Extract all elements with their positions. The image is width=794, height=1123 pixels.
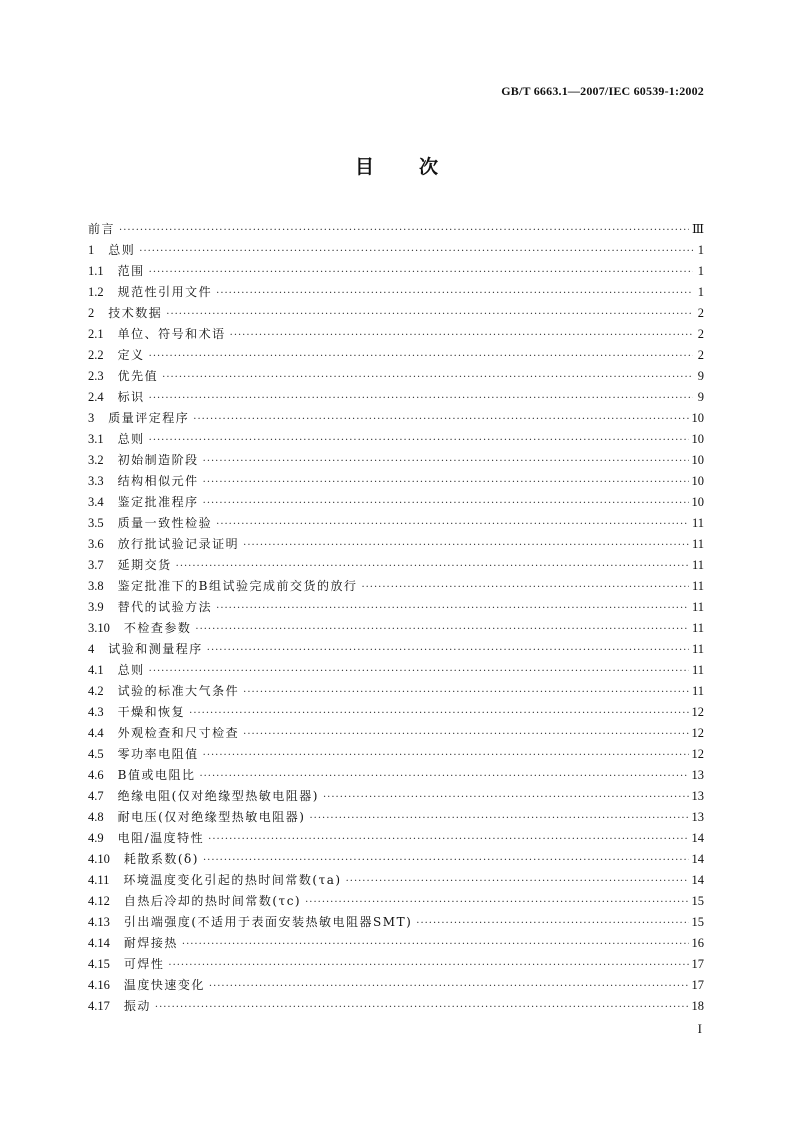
toc-leader-dots xyxy=(216,514,689,535)
toc-leader-dots xyxy=(216,283,693,304)
toc-entry-title: 总则 xyxy=(108,243,136,257)
toc-entry-title: 总则 xyxy=(117,663,145,677)
toc-entry-page: 10 xyxy=(691,474,704,488)
toc-leader-dots xyxy=(168,955,688,976)
toc-leader-dots xyxy=(149,262,693,283)
toc-entry[interactable] xyxy=(88,765,704,786)
toc-entry[interactable] xyxy=(88,639,704,660)
toc-entry-page: 1 xyxy=(697,264,704,278)
toc-leader-dots xyxy=(243,724,688,745)
toc-entry-page: 9 xyxy=(697,390,704,404)
toc-leader-dots xyxy=(323,787,689,808)
toc-entry-title: 标识 xyxy=(117,390,145,404)
toc-heading-right: 次 xyxy=(419,156,440,178)
toc-leader-dots xyxy=(203,493,689,514)
toc-entry-page: 14 xyxy=(691,873,704,887)
standard-code: GB/T 6663.1—2007/IEC 60539-1:2002 xyxy=(501,84,704,98)
toc-entry[interactable] xyxy=(88,345,704,366)
toc-entry-title: 鉴定批准下的B组试验完成前交货的放行 xyxy=(117,579,358,593)
toc-leader-dots xyxy=(166,304,693,325)
toc-leader-dots xyxy=(149,388,693,409)
toc-entry-title: 温度快速变化 xyxy=(123,978,205,992)
toc-entry[interactable] xyxy=(88,723,704,744)
toc-entry-title: 振动 xyxy=(123,999,151,1013)
toc-entry-title: 可焊性 xyxy=(123,957,165,971)
toc-leader-dots xyxy=(162,367,693,388)
toc-entry-title: 环境温度变化引起的热时间常数(τa) xyxy=(123,873,342,887)
toc-entry[interactable] xyxy=(88,828,704,849)
toc-entry-page: 10 xyxy=(691,453,704,467)
toc-entry-title: 质量一致性检验 xyxy=(117,516,213,530)
toc-entry-page: 11 xyxy=(691,621,704,635)
toc-entry-page: 9 xyxy=(697,369,704,383)
toc-entry[interactable] xyxy=(88,933,704,954)
toc-entry-title: 总则 xyxy=(117,432,145,446)
toc-entry-number: 2.1 xyxy=(88,327,104,341)
toc-leader-dots xyxy=(203,472,689,493)
toc-entry-title: 耐焊接热 xyxy=(123,936,178,950)
toc-entry-title: 引出端强度(不适用于表面安装热敏电阻器SMT) xyxy=(123,915,413,929)
toc-entry-number: 3.4 xyxy=(88,495,104,509)
toc-entry-number: 2.4 xyxy=(88,390,104,404)
toc-leader-dots xyxy=(189,703,688,724)
toc-leader-dots xyxy=(361,577,689,598)
toc-entry-number: 4.1 xyxy=(88,663,104,677)
toc-leader-dots xyxy=(209,976,689,997)
toc-entry[interactable] xyxy=(88,849,704,870)
toc-entry[interactable] xyxy=(88,912,704,933)
toc-entry[interactable] xyxy=(88,702,704,723)
toc-entry[interactable] xyxy=(88,366,704,387)
toc-entry-page: 2 xyxy=(697,306,704,320)
toc-entry-number: 4.17 xyxy=(88,999,110,1013)
toc-entry-page: 14 xyxy=(691,831,704,845)
toc-entry-number: 4.8 xyxy=(88,810,104,824)
toc-entry-page: 15 xyxy=(691,894,704,908)
toc-entry-number: 4.2 xyxy=(88,684,104,698)
toc-leader-dots xyxy=(346,871,689,892)
toc-entry-title: 自热后冷却的热时间常数(τc) xyxy=(123,894,302,908)
toc-entry-page: 11 xyxy=(691,663,704,677)
toc-entry-title: 试验的标准大气条件 xyxy=(117,684,240,698)
toc-entry-page: 11 xyxy=(691,558,704,572)
toc-entry-title: 前言 xyxy=(88,222,116,236)
toc-entry-page: 12 xyxy=(691,747,704,761)
toc-entry-number: 4.11 xyxy=(88,873,110,887)
toc-entry[interactable] xyxy=(88,261,704,282)
toc-entry-number: 3.2 xyxy=(88,453,104,467)
toc-leader-dots xyxy=(119,220,689,241)
toc-entry-title: 延期交货 xyxy=(117,558,172,572)
toc-entry[interactable] xyxy=(88,408,704,429)
toc-entry[interactable] xyxy=(88,429,704,450)
toc-entry-number: 4.16 xyxy=(88,978,110,992)
toc-entry-number: 1.2 xyxy=(88,285,104,299)
toc-entry-number: 3.3 xyxy=(88,474,104,488)
toc-entry-page: 10 xyxy=(691,411,704,425)
toc-entry-page: 11 xyxy=(691,642,704,656)
toc-entry-number: 3.5 xyxy=(88,516,104,530)
toc-entry-number: 3.1 xyxy=(88,432,104,446)
toc-entry-page: 11 xyxy=(691,579,704,593)
toc-entry-number: 4.10 xyxy=(88,852,110,866)
toc-leader-dots xyxy=(207,640,689,661)
toc-entry-page: 11 xyxy=(691,516,704,530)
toc-entry-page: 15 xyxy=(691,915,704,929)
toc-entry[interactable] xyxy=(88,618,704,639)
toc-entry-page: 11 xyxy=(691,537,704,551)
toc-entry-title: 质量评定程序 xyxy=(108,411,190,425)
page-number: I xyxy=(697,1021,702,1036)
toc-entry-number: 4.7 xyxy=(88,789,104,803)
toc-entry[interactable] xyxy=(88,387,704,408)
toc-heading xyxy=(0,152,794,179)
toc-leader-dots xyxy=(182,934,689,955)
toc-entry-page: 13 xyxy=(691,810,704,824)
toc-entry-page: 17 xyxy=(691,978,704,992)
toc-entry-title: 耗散系数(δ) xyxy=(123,852,199,866)
toc-entry-title: 试验和测量程序 xyxy=(108,642,203,656)
toc-entry-number: 3.7 xyxy=(88,558,104,572)
toc-entry[interactable] xyxy=(88,996,704,1017)
toc-entry-page: 12 xyxy=(691,726,704,740)
toc-entry-number: 3.10 xyxy=(88,621,110,635)
toc-entry-number: 3.6 xyxy=(88,537,104,551)
toc-leader-dots xyxy=(155,997,689,1018)
toc-entry[interactable] xyxy=(88,807,704,828)
toc-leader-dots xyxy=(416,913,688,934)
toc-entry-title: 单位、符号和术语 xyxy=(117,327,226,341)
toc-entry-number: 4.13 xyxy=(88,915,110,929)
toc-entry-number: 4.14 xyxy=(88,936,110,950)
toc-entry[interactable] xyxy=(88,282,704,303)
toc-entry-title: B值或电阻比 xyxy=(117,768,196,782)
toc-entry[interactable] xyxy=(88,744,704,765)
toc-entry-number: 4 xyxy=(88,642,95,656)
toc-entry[interactable] xyxy=(88,681,704,702)
toc-entry-number: 4.9 xyxy=(88,831,104,845)
toc-heading-left: 目 xyxy=(354,156,375,178)
toc-entry[interactable] xyxy=(88,975,704,996)
toc-entry-page: 1 xyxy=(697,285,704,299)
toc-entry-number: 4.3 xyxy=(88,705,104,719)
toc-leader-dots xyxy=(305,892,688,913)
toc-entry-title: 替代的试验方法 xyxy=(117,600,213,614)
toc-leader-dots xyxy=(149,346,693,367)
toc-entry-number: 2.2 xyxy=(88,348,104,362)
toc-entry-title: 优先值 xyxy=(117,369,159,383)
toc-entry-page: 11 xyxy=(691,600,704,614)
toc-entry[interactable] xyxy=(88,597,704,618)
toc-leader-dots xyxy=(149,661,689,682)
toc-entry-page: Ⅲ xyxy=(691,222,704,236)
toc-entry-number: 4.12 xyxy=(88,894,110,908)
toc-entry-page: 2 xyxy=(697,327,704,341)
toc-entry[interactable] xyxy=(88,555,704,576)
toc-leader-dots xyxy=(230,325,693,346)
toc-entry-number: 3.9 xyxy=(88,600,104,614)
toc-entry-title: 不检查参数 xyxy=(123,621,192,635)
toc-entry-title: 范围 xyxy=(117,264,145,278)
toc-entry[interactable] xyxy=(88,786,704,807)
toc-entry[interactable] xyxy=(88,891,704,912)
toc-entry-number: 3.8 xyxy=(88,579,104,593)
toc-leader-dots xyxy=(195,619,689,640)
toc-leader-dots xyxy=(310,808,689,829)
toc-entry-title: 规范性引用文件 xyxy=(117,285,213,299)
toc-entry-title: 定义 xyxy=(117,348,145,362)
toc-entry-page: 2 xyxy=(697,348,704,362)
toc-entry[interactable] xyxy=(88,324,704,345)
toc-entry-number: 3 xyxy=(88,411,95,425)
toc-entry-title: 耐电压(仅对绝缘型热敏电阻器) xyxy=(117,810,306,824)
toc-entry[interactable] xyxy=(88,534,704,555)
toc-leader-dots xyxy=(208,829,688,850)
toc-entry-number: 1 xyxy=(88,243,95,257)
toc-leader-dots xyxy=(203,745,689,766)
toc-entry-title: 初始制造阶段 xyxy=(117,453,199,467)
toc-entry-title: 零功率电阻值 xyxy=(117,747,199,761)
toc-entry-title: 外观检查和尺寸检查 xyxy=(117,726,240,740)
toc-entry-number: 4.4 xyxy=(88,726,104,740)
toc-leader-dots xyxy=(203,451,689,472)
toc-leader-dots xyxy=(193,409,688,430)
toc-entry-title: 鉴定批准程序 xyxy=(117,495,199,509)
toc-leader-dots xyxy=(139,241,693,262)
toc-entry-page: 12 xyxy=(691,705,704,719)
toc-entry-title: 结构相似元件 xyxy=(117,474,199,488)
toc-entry-page: 10 xyxy=(691,432,704,446)
toc-entry[interactable] xyxy=(88,471,704,492)
toc-entry-page: 11 xyxy=(691,684,704,698)
toc-entry-title: 干燥和恢复 xyxy=(117,705,186,719)
toc-entry-number: 1.1 xyxy=(88,264,104,278)
toc-entry-page: 16 xyxy=(691,936,704,950)
toc-entry[interactable] xyxy=(88,576,704,597)
toc-entry-title: 放行批试验记录证明 xyxy=(117,537,240,551)
toc-entry-page: 1 xyxy=(697,243,704,257)
toc-entry-page: 18 xyxy=(691,999,704,1013)
toc-list xyxy=(88,219,704,1017)
toc-leader-dots xyxy=(216,598,689,619)
toc-entry[interactable] xyxy=(88,303,704,324)
toc-entry-page: 13 xyxy=(691,789,704,803)
toc-entry[interactable] xyxy=(88,660,704,681)
toc-entry-page: 10 xyxy=(691,495,704,509)
toc-entry[interactable] xyxy=(88,240,704,261)
toc-entry-title: 技术数据 xyxy=(108,306,163,320)
toc-leader-dots xyxy=(199,766,688,787)
toc-entry-number: 2 xyxy=(88,306,95,320)
toc-leader-dots xyxy=(203,850,689,871)
toc-entry[interactable] xyxy=(88,219,704,240)
toc-entry-page: 13 xyxy=(691,768,704,782)
toc-entry-title: 绝缘电阻(仅对绝缘型热敏电阻器) xyxy=(117,789,319,803)
toc-entry-number: 4.5 xyxy=(88,747,104,761)
toc-leader-dots xyxy=(243,682,689,703)
toc-entry[interactable] xyxy=(88,513,704,534)
toc-entry-number: 4.15 xyxy=(88,957,110,971)
toc-entry[interactable] xyxy=(88,450,704,471)
toc-leader-dots xyxy=(243,535,689,556)
toc-entry[interactable] xyxy=(88,954,704,975)
toc-entry-title: 电阻/温度特性 xyxy=(117,831,205,845)
toc-entry-number: 4.6 xyxy=(88,768,104,782)
toc-leader-dots xyxy=(176,556,689,577)
toc-entry[interactable] xyxy=(88,492,704,513)
toc-entry[interactable] xyxy=(88,870,704,891)
toc-entry-page: 14 xyxy=(691,852,704,866)
toc-entry-page: 17 xyxy=(691,957,704,971)
toc-leader-dots xyxy=(149,430,689,451)
toc-entry-number: 2.3 xyxy=(88,369,104,383)
